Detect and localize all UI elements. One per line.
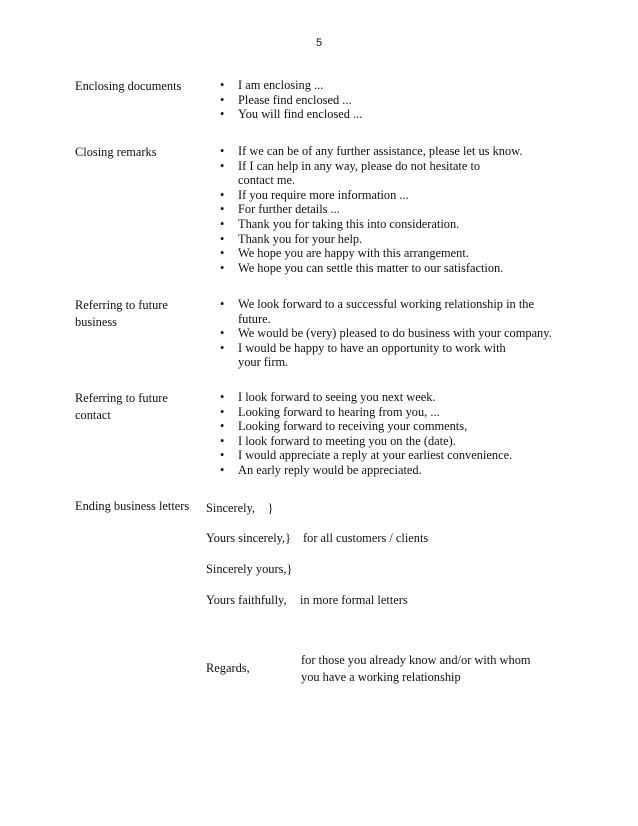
phrase-list	[220, 297, 570, 370]
customers-note: for all customers / clients	[303, 531, 429, 545]
closing-yours-faithfully: Yours faithfully,	[206, 593, 287, 607]
phrase-item: • Thank you for your help.	[220, 232, 520, 247]
phrase-item: • We hope you are happy with this arrangement.	[220, 246, 520, 261]
phrase-item: • If we can be of any further assistance, please let us know.	[220, 144, 520, 159]
section-label: Referring to future business	[75, 298, 168, 329]
phrase-item: • I look forward to seeing you next week.	[220, 390, 540, 405]
phrase-item: • Looking forward to hearing from you, ...	[220, 405, 540, 420]
section-label: Closing remarks	[75, 145, 157, 159]
regards-note-line-1: for those you already know and/or with whom	[301, 653, 531, 667]
phrase-item: • I am enclosing ...	[220, 78, 565, 93]
formal-note: in more formal letters	[300, 593, 408, 607]
phrase-list	[220, 78, 565, 122]
section-label: Ending business letters	[75, 499, 190, 513]
closing-yours-sincerely: Yours sincerely,}	[206, 531, 292, 545]
phrase-item: • Please find enclosed ...	[220, 93, 565, 108]
section-label: Referring to future contact	[75, 391, 168, 422]
page-number: 5	[315, 37, 323, 49]
phrase-item: • For further details ...	[220, 202, 520, 217]
phrase-item: • I look forward to meeting you on the (date).	[220, 434, 540, 449]
phrase-item: • You will find enclosed ...	[220, 107, 565, 122]
closing-regards: Regards,	[206, 661, 250, 675]
regards-note-line-2: you have a working relationship	[301, 670, 461, 684]
phrase-item: • We look forward to a successful working relationship in the future.	[220, 297, 553, 326]
phrase-item: • If I can help in any way, please do not hesitate to contact me.	[220, 159, 498, 188]
phrase-item: • I would appreciate a reply at your earliest convenience.	[220, 448, 540, 463]
phrase-item: • Looking forward to receiving your comments,	[220, 419, 540, 434]
phrase-item: • If you require more information ...	[220, 188, 520, 203]
section-ending-letters	[75, 498, 575, 698]
phrase-item: • We hope you can settle this matter to our satisfaction.	[220, 261, 520, 276]
phrase-list	[220, 144, 523, 275]
phrase-item: • Thank you for taking this into consideration.	[220, 217, 520, 232]
phrase-item: • An early reply would be appreciated.	[220, 463, 540, 478]
phrase-item: • We would be (very) pleased to do business with your company.	[220, 326, 570, 341]
closing-sincerely-yours: Sincerely yours,}	[206, 562, 293, 576]
section-label: Enclosing documents	[75, 79, 182, 93]
phrase-item: • I would be happy to have an opportunity to work with your firm.	[220, 341, 523, 370]
phrase-list	[220, 390, 540, 478]
closing-sincerely: Sincerely, }	[206, 501, 274, 515]
